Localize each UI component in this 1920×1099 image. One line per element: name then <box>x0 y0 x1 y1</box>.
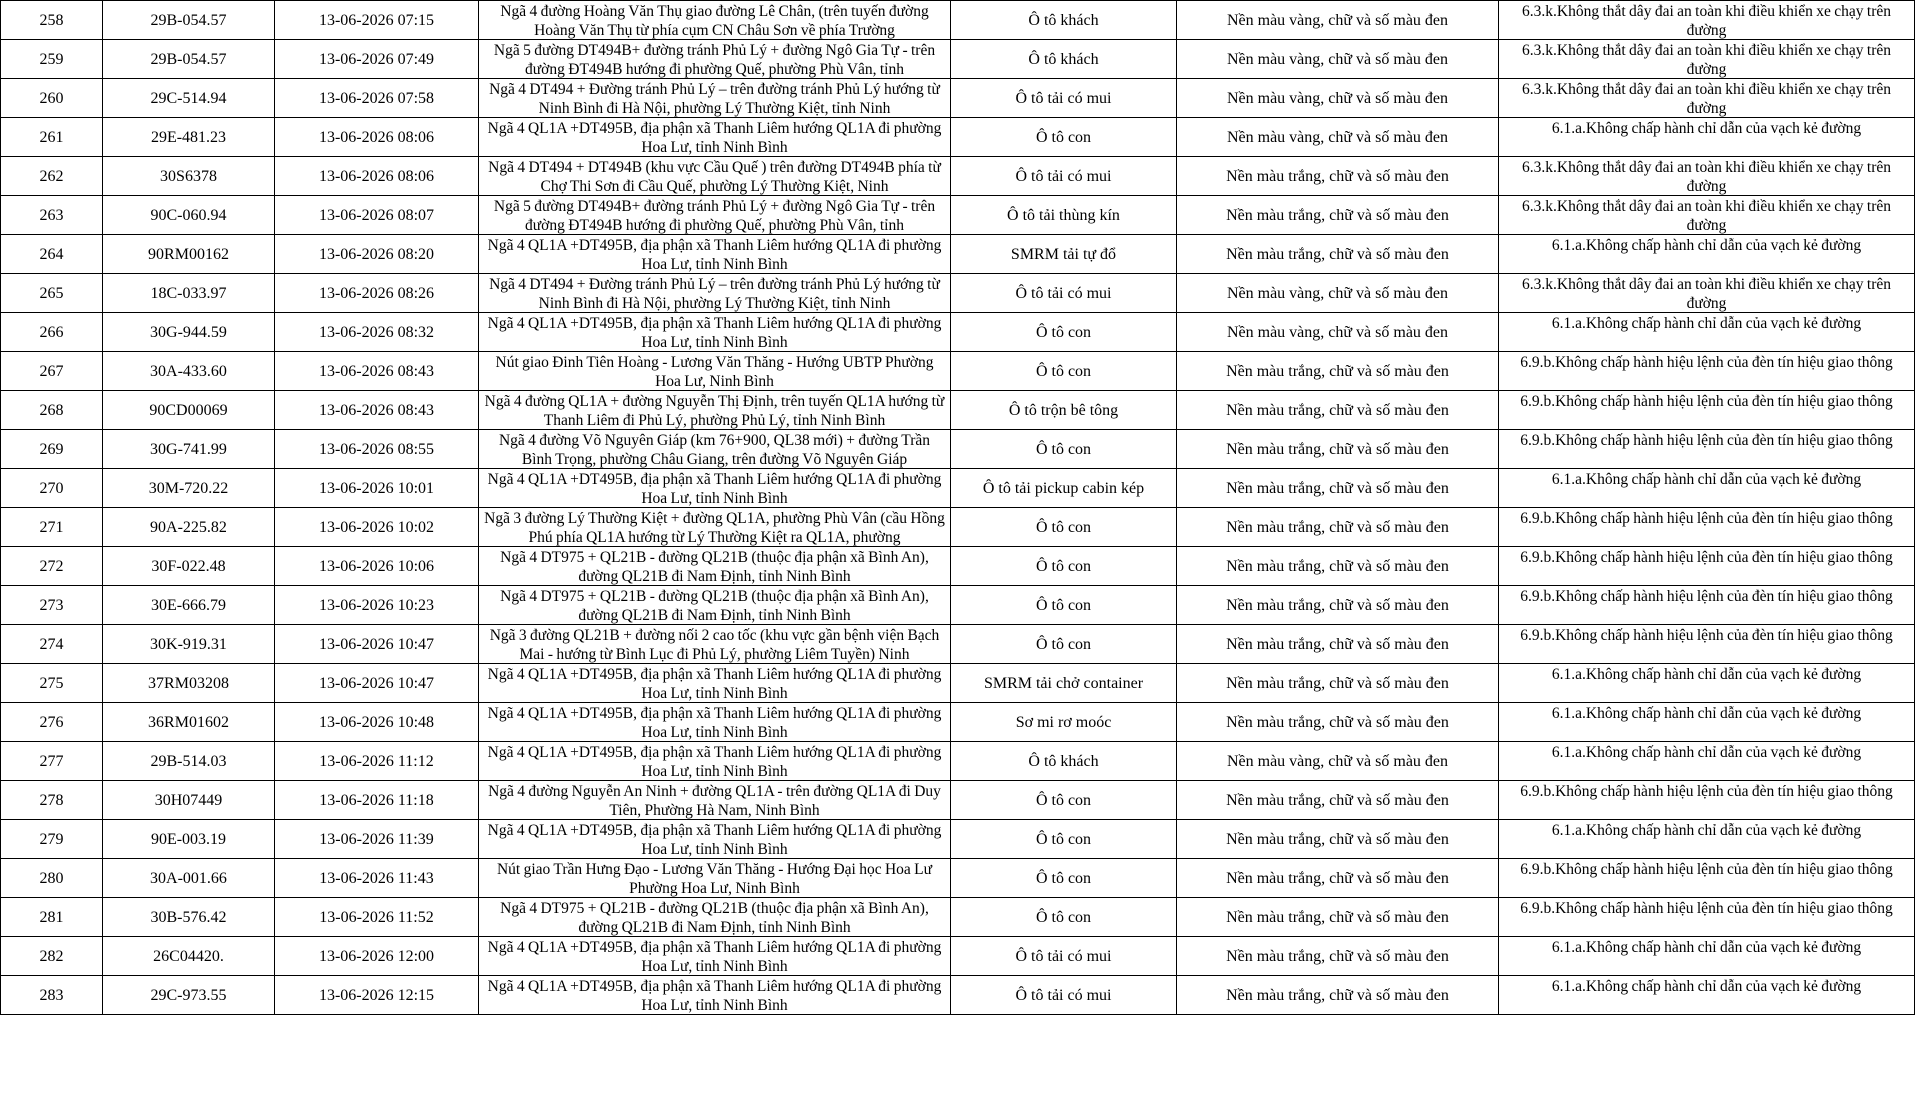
cell-location-text: Ngã 4 QL1A +DT495B, địa phận xã Thanh Liêm hướng QL1A đi phường Hoa Lư, tỉnh Ninh Bình <box>487 314 942 351</box>
cell-plate-color: Nền màu vàng, chữ và số màu đen <box>1177 313 1499 352</box>
cell-violation <box>1499 469 1915 508</box>
cell-location-text: Ngã 4 đường Nguyễn An Ninh + đường QL1A - trên đường QL1A đi Duy Tiên, Phường Hà Nam, Ninh Bình <box>488 782 941 819</box>
cell-location-text: Nút giao Đinh Tiên Hoàng - Lương Văn Thăng - Hướng UBTP Phường Hoa Lư, Ninh Bình <box>495 353 934 390</box>
cell-plate: 29C-973.55 <box>103 976 275 1015</box>
table-row <box>1 859 1915 898</box>
cell-location <box>479 157 951 196</box>
cell-location <box>479 196 951 235</box>
cell-violation-text: 6.1.a.Không chấp hành chỉ dẫn của vạch kẻ đường <box>1551 704 1862 722</box>
cell-vehicle-type: Ô tô khách <box>951 1 1177 40</box>
cell-plate-color: Nền màu trắng, chữ và số màu đen <box>1177 781 1499 820</box>
cell-violation <box>1499 313 1915 352</box>
table-row <box>1 586 1915 625</box>
table-row <box>1 625 1915 664</box>
cell-vehicle-type: Ô tô tải có mui <box>951 157 1177 196</box>
cell-violation <box>1499 508 1915 547</box>
cell-plate: 30G-741.99 <box>103 430 275 469</box>
cell-stt: 260 <box>1 79 103 118</box>
cell-time: 13-06-2026 11:52 <box>275 898 479 937</box>
cell-violation-text: 6.1.a.Không chấp hành chỉ dẫn của vạch kẻ đường <box>1551 938 1862 956</box>
cell-location-text: Ngã 5 đường DT494B+ đường tránh Phủ Lý + đường Ngô Gia Tự - trên đường ĐT494B hướng đi phường Quế, phường Phù Vân, tỉnh <box>493 197 936 234</box>
cell-location-text: Ngã 4 QL1A +DT495B, địa phận xã Thanh Liêm hướng QL1A đi phường Hoa Lư, tỉnh Ninh Bình <box>487 470 942 507</box>
cell-violation-text: 6.9.b.Không chấp hành hiệu lệnh của đèn tín hiệu giao thông <box>1520 548 1893 566</box>
cell-time: 13-06-2026 10:47 <box>275 625 479 664</box>
cell-vehicle-type: Ô tô con <box>951 625 1177 664</box>
cell-location <box>479 391 951 430</box>
cell-plate: 90E-003.19 <box>103 820 275 859</box>
cell-vehicle-type: Ô tô trộn bê tông <box>951 391 1177 430</box>
cell-violation-text: 6.1.a.Không chấp hành chỉ dẫn của vạch kẻ đường <box>1551 821 1862 839</box>
cell-violation <box>1499 625 1915 664</box>
cell-location-text: Ngã 4 QL1A +DT495B, địa phận xã Thanh Liêm hướng QL1A đi phường Hoa Lư, tỉnh Ninh Bình <box>487 665 942 702</box>
cell-stt: 271 <box>1 508 103 547</box>
cell-location <box>479 352 951 391</box>
cell-location-text: Ngã 3 đường QL21B + đường nối 2 cao tốc (khu vực gần bệnh viện Bạch Mai - hướng từ Bình Lục đi Phủ Lý, phường Liêm Tuyền) Ninh <box>489 626 940 663</box>
cell-violation-text: 6.1.a.Không chấp hành chỉ dẫn của vạch kẻ đường <box>1551 743 1862 761</box>
cell-time: 13-06-2026 08:06 <box>275 157 479 196</box>
cell-plate-color: Nền màu vàng, chữ và số màu đen <box>1177 742 1499 781</box>
cell-vehicle-type: Ô tô con <box>951 781 1177 820</box>
cell-violation <box>1499 781 1915 820</box>
table-row <box>1 664 1915 703</box>
cell-location <box>479 313 951 352</box>
table-row <box>1 820 1915 859</box>
cell-violation-text: 6.1.a.Không chấp hành chỉ dẫn của vạch kẻ đường <box>1551 470 1862 488</box>
cell-violation <box>1499 352 1915 391</box>
cell-location <box>479 586 951 625</box>
cell-plate-color: Nền màu vàng, chữ và số màu đen <box>1177 40 1499 79</box>
cell-location <box>479 820 951 859</box>
cell-plate: 18C-033.97 <box>103 274 275 313</box>
cell-stt: 277 <box>1 742 103 781</box>
cell-location-text: Ngã 4 DT494 + DT494B (khu vực Cầu Quế ) trên đường DT494B phía từ Chợ Thi Sơn đi Cầu Quế, phường Lý Thường Kiệt, Ninh <box>488 158 941 195</box>
cell-plate-color: Nền màu trắng, chữ và số màu đen <box>1177 508 1499 547</box>
cell-stt: 264 <box>1 235 103 274</box>
cell-location-text: Ngã 4 QL1A +DT495B, địa phận xã Thanh Liêm hướng QL1A đi phường Hoa Lư, tỉnh Ninh Bình <box>487 977 942 1014</box>
cell-violation <box>1499 703 1915 742</box>
cell-stt: 262 <box>1 157 103 196</box>
cell-violation <box>1499 157 1915 196</box>
cell-time: 13-06-2026 10:48 <box>275 703 479 742</box>
cell-plate-color: Nền màu trắng, chữ và số màu đen <box>1177 196 1499 235</box>
cell-time: 13-06-2026 11:12 <box>275 742 479 781</box>
cell-violation-text: 6.3.k.Không thắt dây đai an toàn khi điều khiển xe chạy trên đường <box>1522 41 1891 78</box>
cell-location-text: Ngã 4 DT975 + QL21B - đường QL21B (thuộc địa phận xã Bình An), đường QL21B đi Nam Định, tỉnh Ninh Bình <box>500 548 929 585</box>
table-row <box>1 898 1915 937</box>
cell-stt: 278 <box>1 781 103 820</box>
cell-violation <box>1499 898 1915 937</box>
cell-stt: 261 <box>1 118 103 157</box>
cell-violation-text: 6.3.k.Không thắt dây đai an toàn khi điều khiển xe chạy trên đường <box>1522 80 1891 117</box>
cell-violation <box>1499 976 1915 1015</box>
cell-plate-color: Nền màu trắng, chữ và số màu đen <box>1177 391 1499 430</box>
cell-time: 13-06-2026 12:00 <box>275 937 479 976</box>
cell-time: 13-06-2026 12:15 <box>275 976 479 1015</box>
cell-location-text: Ngã 4 QL1A +DT495B, địa phận xã Thanh Liêm hướng QL1A đi phường Hoa Lư, tỉnh Ninh Bình <box>487 119 942 156</box>
cell-vehicle-type: Ô tô con <box>951 547 1177 586</box>
cell-stt: 276 <box>1 703 103 742</box>
cell-stt: 258 <box>1 1 103 40</box>
cell-vehicle-type: Ô tô tải có mui <box>951 937 1177 976</box>
cell-plate: 30E-666.79 <box>103 586 275 625</box>
cell-plate: 37RM03208 <box>103 664 275 703</box>
cell-time: 13-06-2026 10:47 <box>275 664 479 703</box>
cell-stt: 269 <box>1 430 103 469</box>
cell-time: 13-06-2026 07:58 <box>275 79 479 118</box>
cell-vehicle-type: SMRM tải chở container <box>951 664 1177 703</box>
table-row <box>1 508 1915 547</box>
cell-time: 13-06-2026 08:55 <box>275 430 479 469</box>
cell-violation <box>1499 742 1915 781</box>
cell-violation <box>1499 586 1915 625</box>
cell-location-text: Ngã 4 QL1A +DT495B, địa phận xã Thanh Liêm hướng QL1A đi phường Hoa Lư, tỉnh Ninh Bình <box>487 704 942 741</box>
cell-violation-text: 6.9.b.Không chấp hành hiệu lệnh của đèn tín hiệu giao thông <box>1520 626 1893 644</box>
cell-location <box>479 469 951 508</box>
cell-plate: 36RM01602 <box>103 703 275 742</box>
cell-violation <box>1499 118 1915 157</box>
cell-plate: 29B-514.03 <box>103 742 275 781</box>
cell-location-text: Ngã 4 QL1A +DT495B, địa phận xã Thanh Liêm hướng QL1A đi phường Hoa Lư, tỉnh Ninh Bình <box>487 236 942 273</box>
cell-stt: 281 <box>1 898 103 937</box>
cell-stt: 270 <box>1 469 103 508</box>
cell-violation <box>1499 859 1915 898</box>
cell-vehicle-type: Ô tô con <box>951 859 1177 898</box>
cell-violation-text: 6.9.b.Không chấp hành hiệu lệnh của đèn tín hiệu giao thông <box>1520 431 1893 449</box>
cell-plate: 90A-225.82 <box>103 508 275 547</box>
cell-vehicle-type: Ô tô con <box>951 586 1177 625</box>
cell-plate-color: Nền màu trắng, chữ và số màu đen <box>1177 469 1499 508</box>
cell-stt: 259 <box>1 40 103 79</box>
cell-plate-color: Nền màu trắng, chữ và số màu đen <box>1177 703 1499 742</box>
cell-violation-text: 6.1.a.Không chấp hành chỉ dẫn của vạch kẻ đường <box>1551 977 1862 995</box>
cell-violation <box>1499 430 1915 469</box>
cell-vehicle-type: Ô tô khách <box>951 40 1177 79</box>
cell-location-text: Ngã 3 đường Lý Thường Kiệt + đường QL1A, phường Phù Vân (cầu Hồng Phú phía QL1A hướng từ Lý Thường Kiệt ra QL1A, phường <box>484 509 945 546</box>
cell-plate-color: Nền màu trắng, chữ và số màu đen <box>1177 547 1499 586</box>
cell-vehicle-type: Sơ mi rơ moóc <box>951 703 1177 742</box>
cell-violation-text: 6.3.k.Không thắt dây đai an toàn khi điều khiển xe chạy trên đường <box>1522 158 1891 195</box>
cell-time: 13-06-2026 08:26 <box>275 274 479 313</box>
cell-vehicle-type: Ô tô con <box>951 430 1177 469</box>
cell-violation <box>1499 391 1915 430</box>
cell-stt: 267 <box>1 352 103 391</box>
cell-plate: 30S6378 <box>103 157 275 196</box>
cell-plate: 30K-919.31 <box>103 625 275 664</box>
table-row <box>1 430 1915 469</box>
cell-violation-text: 6.9.b.Không chấp hành hiệu lệnh của đèn tín hiệu giao thông <box>1520 587 1893 605</box>
cell-location-text: Ngã 4 đường Hoàng Văn Thụ giao đường Lê Chân, (trên tuyến đường Hoàng Văn Thụ từ phía cụm CN Châu Sơn về phía Trường <box>500 2 929 39</box>
cell-plate: 29C-514.94 <box>103 79 275 118</box>
cell-location-text: Ngã 4 QL1A +DT495B, địa phận xã Thanh Liêm hướng QL1A đi phường Hoa Lư, tỉnh Ninh Bình <box>487 821 942 858</box>
cell-location <box>479 508 951 547</box>
cell-plate: 90CD00069 <box>103 391 275 430</box>
cell-violation <box>1499 79 1915 118</box>
table-row <box>1 235 1915 274</box>
cell-plate-color: Nền màu vàng, chữ và số màu đen <box>1177 1 1499 40</box>
cell-vehicle-type: Ô tô tải pickup cabin kép <box>951 469 1177 508</box>
table-row <box>1 40 1915 79</box>
cell-violation-text: 6.9.b.Không chấp hành hiệu lệnh của đèn tín hiệu giao thông <box>1520 509 1893 527</box>
cell-plate-color: Nền màu vàng, chữ và số màu đen <box>1177 274 1499 313</box>
cell-plate-color: Nền màu trắng, chữ và số màu đen <box>1177 976 1499 1015</box>
cell-plate: 30A-001.66 <box>103 859 275 898</box>
cell-stt: 283 <box>1 976 103 1015</box>
cell-violation-text: 6.9.b.Không chấp hành hiệu lệnh của đèn tín hiệu giao thông <box>1520 392 1893 410</box>
cell-plate: 90C-060.94 <box>103 196 275 235</box>
table-row <box>1 79 1915 118</box>
cell-location <box>479 703 951 742</box>
table-row <box>1 937 1915 976</box>
table-row <box>1 547 1915 586</box>
table-row <box>1 469 1915 508</box>
cell-plate: 29B-054.57 <box>103 40 275 79</box>
cell-vehicle-type: Ô tô khách <box>951 742 1177 781</box>
table-row <box>1 391 1915 430</box>
cell-time: 13-06-2026 07:15 <box>275 1 479 40</box>
cell-time: 13-06-2026 08:32 <box>275 313 479 352</box>
cell-violation <box>1499 664 1915 703</box>
cell-violation <box>1499 235 1915 274</box>
cell-time: 13-06-2026 10:06 <box>275 547 479 586</box>
cell-location <box>479 664 951 703</box>
cell-location-text: Ngã 4 DT494 + Đường tránh Phủ Lý – trên đường tránh Phủ Lý hướng từ Ninh Bình đi Hà Nội, phường Lý Thường Kiệt, tỉnh Ninh <box>489 275 940 312</box>
cell-time: 13-06-2026 08:43 <box>275 352 479 391</box>
cell-violation <box>1499 547 1915 586</box>
cell-plate-color: Nền màu vàng, chữ và số màu đen <box>1177 79 1499 118</box>
cell-vehicle-type: Ô tô con <box>951 508 1177 547</box>
cell-vehicle-type: Ô tô con <box>951 898 1177 937</box>
cell-location <box>479 430 951 469</box>
cell-location-text: Ngã 4 đường Võ Nguyên Giáp (km 76+900, QL38 mới) + đường Trần Bình Trọng, phường Châu Giang, trên đường Võ Nguyên Giáp <box>498 431 931 468</box>
cell-time: 13-06-2026 10:23 <box>275 586 479 625</box>
cell-violation-text: 6.3.k.Không thắt dây đai an toàn khi điều khiển xe chạy trên đường <box>1522 197 1891 234</box>
cell-plate-color: Nền màu trắng, chữ và số màu đen <box>1177 625 1499 664</box>
cell-violation-text: 6.1.a.Không chấp hành chỉ dẫn của vạch kẻ đường <box>1551 119 1862 137</box>
cell-vehicle-type: Ô tô tải có mui <box>951 274 1177 313</box>
cell-plate: 30G-944.59 <box>103 313 275 352</box>
cell-location <box>479 40 951 79</box>
cell-violation-text: 6.3.k.Không thắt dây đai an toàn khi điều khiển xe chạy trên đường <box>1522 2 1891 39</box>
table-row <box>1 196 1915 235</box>
cell-location <box>479 235 951 274</box>
cell-violation <box>1499 274 1915 313</box>
cell-violation-text: 6.9.b.Không chấp hành hiệu lệnh của đèn tín hiệu giao thông <box>1520 353 1893 371</box>
cell-vehicle-type: Ô tô con <box>951 118 1177 157</box>
cell-violation <box>1499 1 1915 40</box>
cell-location <box>479 976 951 1015</box>
cell-stt: 282 <box>1 937 103 976</box>
cell-location-text: Ngã 4 DT494 + Đường tránh Phủ Lý – trên đường tránh Phủ Lý hướng từ Ninh Bình đi Hà Nội, phường Lý Thường Kiệt, tỉnh Ninh <box>489 80 940 117</box>
cell-plate-color: Nền màu trắng, chữ và số màu đen <box>1177 157 1499 196</box>
cell-plate-color: Nền màu trắng, chữ và số màu đen <box>1177 937 1499 976</box>
cell-stt: 275 <box>1 664 103 703</box>
cell-plate: 29E-481.23 <box>103 118 275 157</box>
cell-time: 13-06-2026 08:07 <box>275 196 479 235</box>
cell-plate-color: Nền màu trắng, chữ và số màu đen <box>1177 664 1499 703</box>
cell-violation <box>1499 937 1915 976</box>
cell-plate-color: Nền màu trắng, chữ và số màu đen <box>1177 859 1499 898</box>
cell-vehicle-type: Ô tô tải có mui <box>951 976 1177 1015</box>
table-row <box>1 703 1915 742</box>
cell-location-text: Ngã 4 QL1A +DT495B, địa phận xã Thanh Liêm hướng QL1A đi phường Hoa Lư, tỉnh Ninh Bình <box>487 743 942 780</box>
cell-violation <box>1499 196 1915 235</box>
cell-stt: 273 <box>1 586 103 625</box>
cell-time: 13-06-2026 11:43 <box>275 859 479 898</box>
cell-plate-color: Nền màu vàng, chữ và số màu đen <box>1177 118 1499 157</box>
cell-stt: 279 <box>1 820 103 859</box>
table-row <box>1 1 1915 40</box>
table-row <box>1 274 1915 313</box>
table-row <box>1 157 1915 196</box>
cell-location <box>479 547 951 586</box>
cell-stt: 280 <box>1 859 103 898</box>
cell-plate: 30H07449 <box>103 781 275 820</box>
table-body <box>1 0 1915 1015</box>
cell-violation-text: 6.9.b.Không chấp hành hiệu lệnh của đèn tín hiệu giao thông <box>1520 899 1893 917</box>
cell-plate: 30B-576.42 <box>103 898 275 937</box>
table-row <box>1 976 1915 1015</box>
cell-plate-color: Nền màu trắng, chữ và số màu đen <box>1177 820 1499 859</box>
cell-location-text: Ngã 4 DT975 + QL21B - đường QL21B (thuộc địa phận xã Bình An), đường QL21B đi Nam Định, tỉnh Ninh Bình <box>500 587 929 624</box>
cell-location <box>479 79 951 118</box>
cell-violation-text: 6.9.b.Không chấp hành hiệu lệnh của đèn tín hiệu giao thông <box>1520 782 1893 800</box>
cell-time: 13-06-2026 07:49 <box>275 40 479 79</box>
cell-stt: 274 <box>1 625 103 664</box>
cell-location-text: Ngã 4 QL1A +DT495B, địa phận xã Thanh Liêm hướng QL1A đi phường Hoa Lư, tỉnh Ninh Bình <box>487 938 942 975</box>
cell-plate-color: Nền màu trắng, chữ và số màu đen <box>1177 430 1499 469</box>
cell-location-text: Ngã 5 đường DT494B+ đường tránh Phủ Lý + đường Ngô Gia Tự - trên đường ĐT494B hướng đi phường Quế, phường Phù Vân, tỉnh <box>493 41 936 78</box>
cell-vehicle-type: Ô tô con <box>951 313 1177 352</box>
cell-stt: 266 <box>1 313 103 352</box>
cell-plate-color: Nền màu trắng, chữ và số màu đen <box>1177 352 1499 391</box>
cell-stt: 268 <box>1 391 103 430</box>
cell-plate-color: Nền màu trắng, chữ và số màu đen <box>1177 898 1499 937</box>
cell-vehicle-type: Ô tô tải có mui <box>951 79 1177 118</box>
cell-location <box>479 781 951 820</box>
table-row <box>1 313 1915 352</box>
cell-location <box>479 274 951 313</box>
cell-plate: 90RM00162 <box>103 235 275 274</box>
cell-plate: 30A-433.60 <box>103 352 275 391</box>
cell-time: 13-06-2026 10:01 <box>275 469 479 508</box>
cell-location-text: Ngã 4 DT975 + QL21B - đường QL21B (thuộc địa phận xã Bình An), đường QL21B đi Nam Định, tỉnh Ninh Bình <box>500 899 929 936</box>
cell-stt: 272 <box>1 547 103 586</box>
cell-time: 13-06-2026 11:18 <box>275 781 479 820</box>
table-row <box>1 742 1915 781</box>
cell-location <box>479 1 951 40</box>
cell-plate-color: Nền màu trắng, chữ và số màu đen <box>1177 586 1499 625</box>
cell-violation-text: 6.1.a.Không chấp hành chỉ dẫn của vạch kẻ đường <box>1551 665 1862 683</box>
cell-plate: 26C04420. <box>103 937 275 976</box>
cell-location-text: Nút giao Trần Hưng Đạo - Lương Văn Thăng - Hướng Đại học Hoa Lư Phường Hoa Lư, Ninh Bình <box>496 860 933 897</box>
cell-time: 13-06-2026 08:06 <box>275 118 479 157</box>
cell-vehicle-type: SMRM tải tự đổ <box>951 235 1177 274</box>
cell-time: 13-06-2026 08:43 <box>275 391 479 430</box>
cell-vehicle-type: Ô tô tải thùng kín <box>951 196 1177 235</box>
cell-violation-text: 6.1.a.Không chấp hành chỉ dẫn của vạch kẻ đường <box>1551 236 1862 254</box>
cell-time: 13-06-2026 10:02 <box>275 508 479 547</box>
cell-plate: 30F-022.48 <box>103 547 275 586</box>
cell-location <box>479 118 951 157</box>
cell-location-text: Ngã 4 đường QL1A + đường Nguyễn Thị Định, trên tuyến QL1A hướng từ Thanh Liêm đi Phủ Lý, phường Phủ Lý, tỉnh Ninh Bình <box>484 392 945 429</box>
cell-time: 13-06-2026 11:39 <box>275 820 479 859</box>
cell-violation-text: 6.1.a.Không chấp hành chỉ dẫn của vạch kẻ đường <box>1551 314 1862 332</box>
cell-plate-color: Nền màu trắng, chữ và số màu đen <box>1177 235 1499 274</box>
table-row <box>1 118 1915 157</box>
table-row <box>1 352 1915 391</box>
cell-location <box>479 742 951 781</box>
cell-violation <box>1499 40 1915 79</box>
cell-location <box>479 937 951 976</box>
cell-time: 13-06-2026 08:20 <box>275 235 479 274</box>
cell-violation <box>1499 820 1915 859</box>
cell-stt: 263 <box>1 196 103 235</box>
cell-vehicle-type: Ô tô con <box>951 820 1177 859</box>
cell-plate: 29B-054.57 <box>103 1 275 40</box>
cell-stt: 265 <box>1 274 103 313</box>
cell-plate: 30M-720.22 <box>103 469 275 508</box>
cell-vehicle-type: Ô tô con <box>951 352 1177 391</box>
cell-violation-text: 6.3.k.Không thắt dây đai an toàn khi điều khiển xe chạy trên đường <box>1522 275 1891 312</box>
cell-location <box>479 625 951 664</box>
cell-location <box>479 898 951 937</box>
table-row <box>1 781 1915 820</box>
cell-location <box>479 859 951 898</box>
cell-violation-text: 6.9.b.Không chấp hành hiệu lệnh của đèn tín hiệu giao thông <box>1520 860 1893 878</box>
